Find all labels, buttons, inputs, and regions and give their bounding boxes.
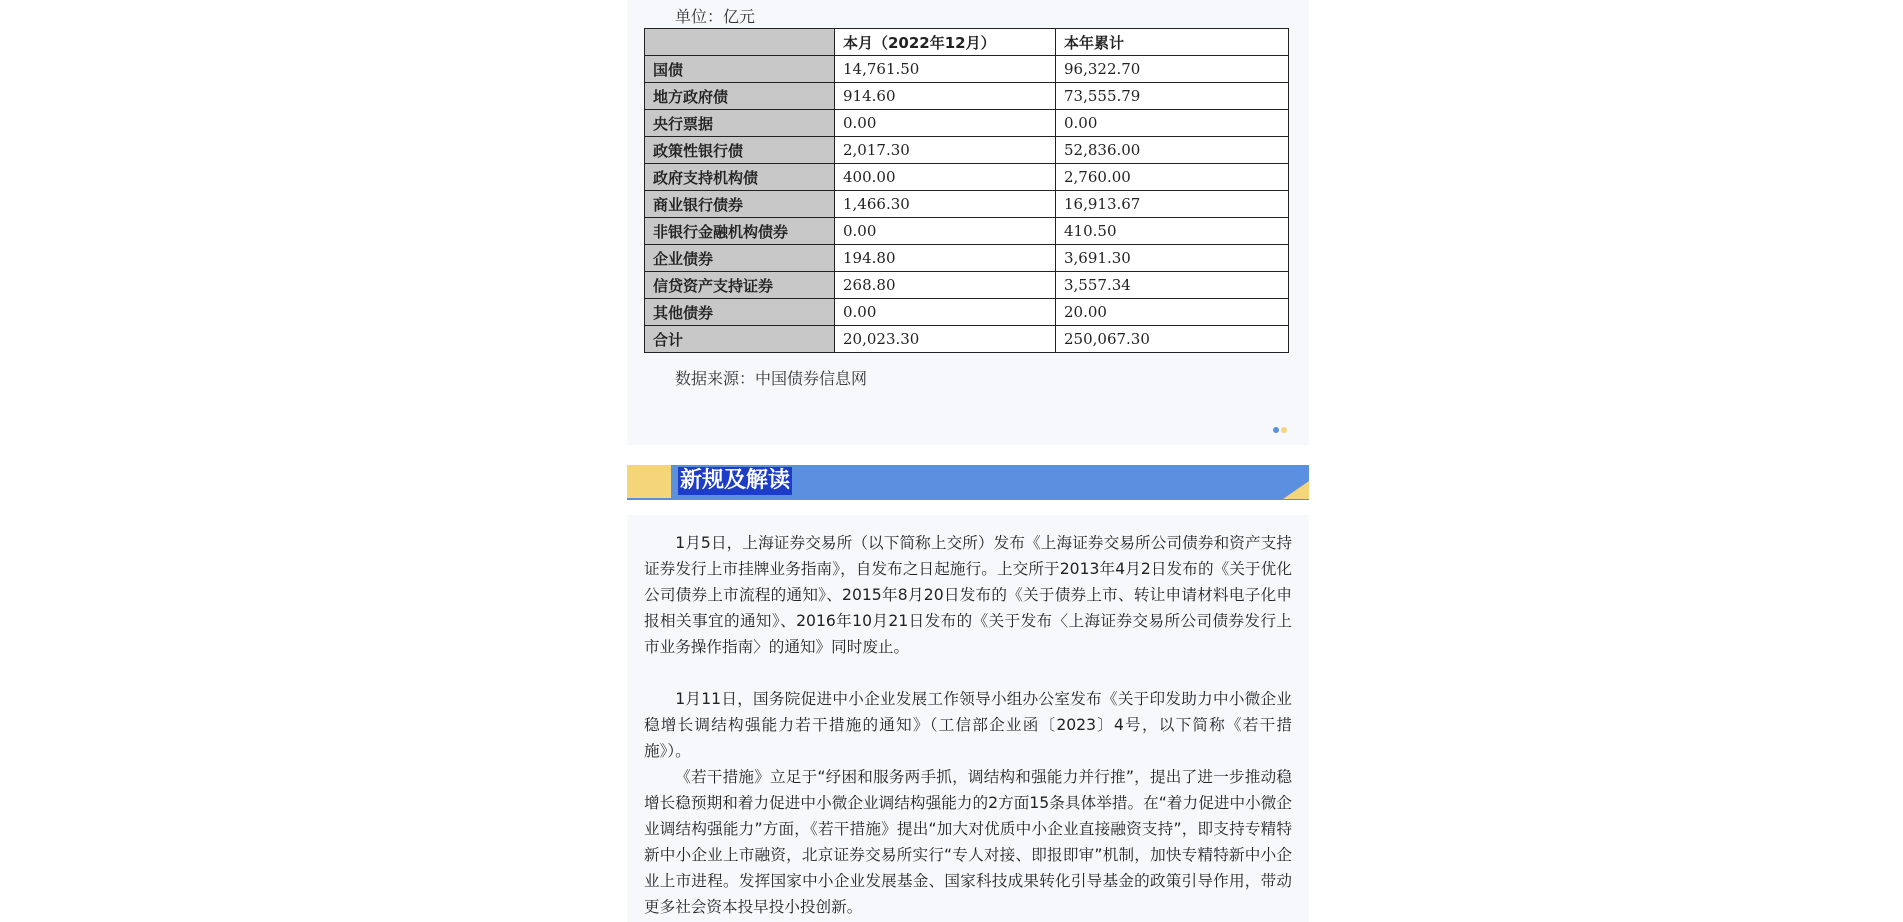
row-month-value: 20,023.30 bbox=[835, 326, 1056, 353]
data-source-label: 数据来源：中国债券信息网 bbox=[675, 369, 868, 388]
table-row bbox=[645, 299, 1289, 326]
row-label: 国债 bbox=[645, 56, 835, 83]
row-month-value: 14,761.50 bbox=[835, 56, 1056, 83]
dot-yellow bbox=[1281, 427, 1287, 433]
row-ytd-value: 250,067.30 bbox=[1056, 326, 1289, 353]
row-ytd-value: 16,913.67 bbox=[1056, 191, 1289, 218]
header-cell-ytd: 本年累计 bbox=[1056, 29, 1289, 56]
row-ytd-value: 410.50 bbox=[1056, 218, 1289, 245]
row-label: 非银行金融机构债券 bbox=[645, 218, 835, 245]
row-ytd-value: 73,555.79 bbox=[1056, 83, 1289, 110]
row-label: 信贷资产支持证券 bbox=[645, 272, 835, 299]
banner-accent-corner bbox=[1283, 481, 1309, 499]
row-label: 企业债券 bbox=[645, 245, 835, 272]
pagination-dots bbox=[1273, 418, 1289, 426]
article-body bbox=[644, 530, 1292, 920]
row-month-value: 914.60 bbox=[835, 83, 1056, 110]
table-header-row bbox=[645, 29, 1289, 56]
section-title: 新规及解读 bbox=[680, 468, 791, 493]
row-ytd-value: 52,836.00 bbox=[1056, 137, 1289, 164]
row-label: 商业银行债券 bbox=[645, 191, 835, 218]
table-row bbox=[645, 56, 1289, 83]
row-month-value: 0.00 bbox=[835, 110, 1056, 137]
table-row bbox=[645, 83, 1289, 110]
row-month-value: 0.00 bbox=[835, 218, 1056, 245]
row-label: 政府支持机构债 bbox=[645, 164, 835, 191]
table-row bbox=[645, 218, 1289, 245]
row-ytd-value: 3,557.34 bbox=[1056, 272, 1289, 299]
table-row bbox=[645, 137, 1289, 164]
row-ytd-value: 20.00 bbox=[1056, 299, 1289, 326]
row-ytd-value: 96,322.70 bbox=[1056, 56, 1289, 83]
row-month-value: 268.80 bbox=[835, 272, 1056, 299]
bond-issuance-table bbox=[644, 28, 1289, 353]
row-month-value: 1,466.30 bbox=[835, 191, 1056, 218]
row-label: 合计 bbox=[645, 326, 835, 353]
table-row bbox=[645, 191, 1289, 218]
header-cell-month: 本月（2022年12月） bbox=[835, 29, 1056, 56]
header-cell-blank bbox=[645, 29, 835, 56]
row-ytd-value: 0.00 bbox=[1056, 110, 1289, 137]
table-row bbox=[645, 164, 1289, 191]
paragraph-3: 《若干措施》立足于“纾困和服务两手抓，调结构和强能力并行推”，提出了进一步推动稳增长稳预期和着力促进中小微企业调结构强能力的2方面15条具体举措。在“着力促进中小微企业调结构强能力”方面，《若干措施》提出“加大对优质中小企业直接融资支持”，即支持专精特新中小企业上市融资，北京证券交易所实行“专人对接、即报即审”机制，加快专精特新中小企业上市进程。发挥国家中小企业发展基金、国家科技成果转化引导基金的政策引导作用，带动更多社会资本投早投小投创新。 bbox=[644, 768, 1292, 916]
paragraph-1: 1月5日，上海证券交易所（以下简称上交所）发布《上海证券交易所公司债券和资产支持证券发行上市挂牌业务指南》，自发布之日起施行。上交所于2013年4月2日发布的《关于优化公司债券上市流程的通知》、2015年8月20日发布的《关于债券上市、转让申请材料电子化申报相关事宜的通知》、2016年10月21日发布的《关于发布〈上海证券交易所公司债券发行上市业务操作指南〉的通知》同时废止。 bbox=[644, 534, 1292, 656]
table-row bbox=[645, 272, 1289, 299]
unit-label: 单位：亿元 bbox=[675, 7, 756, 26]
table-row bbox=[645, 110, 1289, 137]
row-ytd-value: 2,760.00 bbox=[1056, 164, 1289, 191]
row-label: 其他债券 bbox=[645, 299, 835, 326]
banner-accent-left bbox=[627, 465, 671, 498]
table-row bbox=[645, 326, 1289, 353]
row-month-value: 194.80 bbox=[835, 245, 1056, 272]
row-label: 地方政府债 bbox=[645, 83, 835, 110]
row-month-value: 2,017.30 bbox=[835, 137, 1056, 164]
row-month-value: 0.00 bbox=[835, 299, 1056, 326]
dot-blue bbox=[1273, 427, 1279, 433]
row-label: 央行票据 bbox=[645, 110, 835, 137]
table-row bbox=[645, 245, 1289, 272]
row-ytd-value: 3,691.30 bbox=[1056, 245, 1289, 272]
paragraph-2: 1月11日，国务院促进中小企业发展工作领导小组办公室发布《关于印发助力中小微企业稳增长调结构强能力若干措施的通知》（工信部企业函〔2023〕4号，以下简称《若干措施》）。 bbox=[644, 690, 1292, 760]
row-month-value: 400.00 bbox=[835, 164, 1056, 191]
row-label: 政策性银行债 bbox=[645, 137, 835, 164]
